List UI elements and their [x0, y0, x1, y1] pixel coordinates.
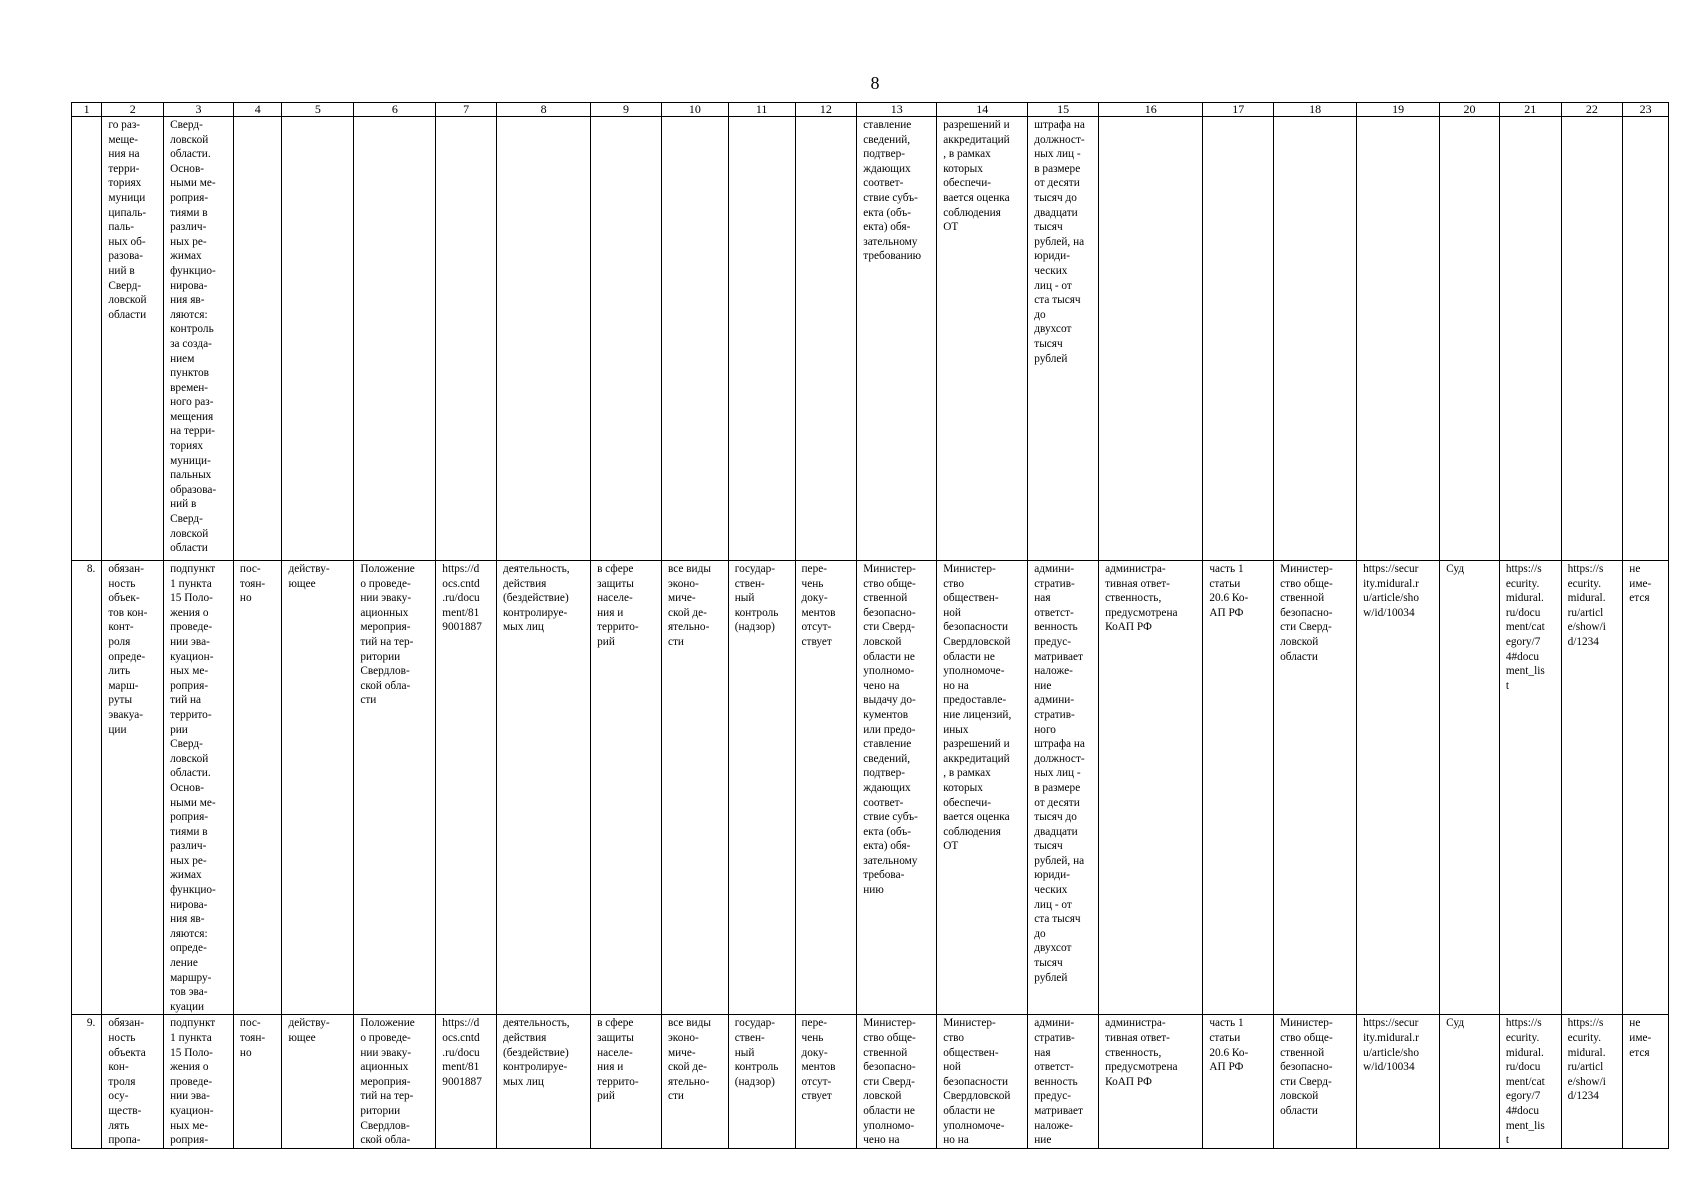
table-cell: государ- ствен- ный контроль (надзор)	[728, 1015, 795, 1148]
table-cell: подпункт 1 пункта 15 Поло- жения о проведе- нии эва- куацион- ных ме- роприя-	[164, 1015, 234, 1148]
table-cell: штрафа на должност- ных лиц - в размере от десяти тысяч до двадцати тысяч рублей, на юриди- ческих лиц - от ста тысяч до двухсот тысяч рублей	[1028, 117, 1099, 561]
table-cell	[497, 117, 591, 561]
table-cell	[591, 117, 662, 561]
column-header: 18	[1274, 103, 1357, 117]
table-cell: го раз- меще- ния на терри- ториях муници ципаль- паль- ных об- разова- ний в Сверд- ловской области	[102, 117, 164, 561]
table-cell: пере- чень доку- ментов отсут- ствует	[795, 561, 857, 1015]
table-cell: ставление сведений, подтвер- ждающих соответ- ствие субъ- екта (объ- екта) обя- зательному требованию	[857, 117, 937, 561]
link-cell[interactable]: https://secur ity.midural.r u/article/sho w/id/10034	[1357, 561, 1440, 1015]
table-cell: все виды эконо- миче- ской де- ятельно- сти	[661, 561, 728, 1015]
table-row	[72, 561, 1669, 1015]
column-header: 2	[102, 103, 164, 117]
table-cell: обязан- ность объек- тов кон- конт- роля опреде- лить марш- руты эвакуа- ции	[102, 561, 164, 1015]
table-cell: обязан- ность объекта кон- троля осу- ществ- лять пропа-	[102, 1015, 164, 1148]
table-cell: Суд	[1440, 561, 1500, 1015]
table-cell: Министер- ство обще- ственной безопасно- сти Сверд- ловской области не уполномо- чено на	[857, 1015, 937, 1148]
column-header: 6	[354, 103, 436, 117]
table-cell: не име- ется	[1623, 561, 1669, 1015]
column-header: 23	[1623, 103, 1669, 117]
column-header: 16	[1099, 103, 1203, 117]
column-header: 11	[728, 103, 795, 117]
row-number-cell: 9.	[72, 1015, 102, 1148]
column-header: 17	[1203, 103, 1274, 117]
table-cell	[1357, 117, 1440, 561]
column-number-row	[72, 103, 1669, 117]
column-header: 1	[72, 103, 102, 117]
link-cell[interactable]: https://secur ity.midural.r u/article/sho w/id/10034	[1357, 1015, 1440, 1148]
column-header: 4	[233, 103, 282, 117]
table-cell: Положение о проведе- нии эваку- ационных мероприя- тий на тер- ритории Свердлов- ской обла- сти	[354, 561, 436, 1015]
table-cell: подпункт 1 пункта 15 Поло- жения о проведе- нии эва- куацион- ных ме- роприя- тий на террито- рии Сверд- ловской области. Основ- ными ме- роприя- тиями в различ- ных ре- жимах функцио- нирова- ния яв- ляются: опреде- ление маршру- тов эва- куации	[164, 561, 234, 1015]
column-header: 20	[1440, 103, 1500, 117]
table-cell	[795, 117, 857, 561]
table-cell	[1274, 117, 1357, 561]
link-cell[interactable]: https://s ecurity. midural. ru/docu ment/cat egory/7 4#docu ment_lis t	[1499, 1015, 1561, 1148]
table-cell: Сверд- ловской области. Основ- ными ме- роприя- тиями в различ- ных ре- жимах функцио- нирова- ния яв- ляются: контроль за созда- нием пунктов времен- ного раз- мещения на терри- ториях муници- пальных образова- ний в Сверд- ловской области	[164, 117, 234, 561]
table-cell	[1099, 117, 1203, 561]
table-cell: Министер- ство обще- ственной безопасно- сти Сверд- ловской области не уполномо- чено на выдачу до- кументов или предо- ставление сведений, подтвер- ждающих соответ- ствие субъ- екта (объ- екта) обя- зательному требова- нию	[857, 561, 937, 1015]
link-cell[interactable]: https://s ecurity. midural. ru/articl e/show/i d/1234	[1561, 561, 1623, 1015]
table-cell	[1499, 117, 1561, 561]
table-row	[72, 1015, 1669, 1148]
table-cell	[1623, 117, 1669, 561]
column-header: 19	[1357, 103, 1440, 117]
table-cell	[1561, 117, 1623, 561]
table-cell: государ- ствен- ный контроль (надзор)	[728, 561, 795, 1015]
table-cell: действу- ющее	[282, 561, 354, 1015]
link-cell[interactable]: https://d ocs.cntd .ru/docu ment/81 9001887	[436, 1015, 497, 1148]
column-header: 8	[497, 103, 591, 117]
table-cell: Министер- ство обще- ственной безопасно- сти Сверд- ловской области	[1274, 561, 1357, 1015]
column-header: 9	[591, 103, 662, 117]
table-cell: в сфере защиты населе- ния и террито- рий	[591, 1015, 662, 1148]
table-cell	[728, 117, 795, 561]
table-cell: пос- тоян- но	[233, 1015, 282, 1148]
table-cell: администра- тивная ответ- ственность, предусмотрена КоАП РФ	[1099, 561, 1203, 1015]
table-cell: админи- стратив- ная ответст- венность предус- матривает наложе- ние	[1028, 1015, 1099, 1148]
table-cell: Министер- ство обществен- ной безопасности Свердловской области не уполномоче- но на	[937, 1015, 1028, 1148]
table-cell: админи- стратив- ная ответст- венность предус- матривает наложе- ние админи- стратив- ного штрафа на должност- ных лиц - в размере от десяти тысяч до двадцати тысяч рублей, на юриди- ческих лиц - от ста тысяч до двухсот тысяч рублей	[1028, 561, 1099, 1015]
table-cell: часть 1 статьи 20.6 Ко- АП РФ	[1203, 561, 1274, 1015]
column-header: 10	[661, 103, 728, 117]
column-header: 3	[164, 103, 234, 117]
table-cell	[354, 117, 436, 561]
row-number-cell	[72, 117, 102, 561]
column-header: 15	[1028, 103, 1099, 117]
table-row	[72, 117, 1669, 561]
column-header: 7	[436, 103, 497, 117]
table-cell	[1440, 117, 1500, 561]
link-cell[interactable]: https://s ecurity. midural. ru/articl e/show/i d/1234	[1561, 1015, 1623, 1148]
column-header: 21	[1499, 103, 1561, 117]
link-cell[interactable]: https://s ecurity. midural. ru/docu ment/cat egory/7 4#docu ment_lis t	[1499, 561, 1561, 1015]
table-cell: пере- чень доку- ментов отсут- ствует	[795, 1015, 857, 1148]
column-header: 22	[1561, 103, 1623, 117]
column-header: 12	[795, 103, 857, 117]
table-cell: Министер- ство обществен- ной безопасности Свердловской области не уполномоче- но на предоставле- ние лицензий, иных разрешений и аккредитаций , в рамках которых обеспечи- вается оценка соблюдения ОТ	[937, 561, 1028, 1015]
link-cell[interactable]: https://d ocs.cntd .ru/docu ment/81 9001887	[436, 561, 497, 1015]
column-header: 5	[282, 103, 354, 117]
table-cell: действу- ющее	[282, 1015, 354, 1148]
row-number-cell: 8.	[72, 561, 102, 1015]
table-cell: деятельность, действия (бездействие) контролируе- мых лиц	[497, 1015, 591, 1148]
table-cell: Положение о проведе- нии эваку- ационных мероприя- тий на тер- ритории Свердлов- ской обла-	[354, 1015, 436, 1148]
table-cell: администра- тивная ответ- ственность, предусмотрена КоАП РФ	[1099, 1015, 1203, 1148]
table-cell	[282, 117, 354, 561]
document-table	[71, 102, 1669, 1149]
table-cell	[436, 117, 497, 561]
table-cell: в сфере защиты населе- ния и террито- рий	[591, 561, 662, 1015]
table-cell: Суд	[1440, 1015, 1500, 1148]
table-cell: разрешений и аккредитаций , в рамках которых обеспечи- вается оценка соблюдения ОТ	[937, 117, 1028, 561]
table-cell: Министер- ство обще- ственной безопасно- сти Сверд- ловской области	[1274, 1015, 1357, 1148]
table-cell	[1203, 117, 1274, 561]
table-cell: часть 1 статьи 20.6 Ко- АП РФ	[1203, 1015, 1274, 1148]
column-header: 13	[857, 103, 937, 117]
column-header: 14	[937, 103, 1028, 117]
table-cell: деятельность, действия (бездействие) контролируе- мых лиц	[497, 561, 591, 1015]
table-cell: пос- тоян- но	[233, 561, 282, 1015]
page-number: 8	[870, 73, 880, 93]
table-cell	[233, 117, 282, 561]
table-cell: не име- ется	[1623, 1015, 1669, 1148]
table-cell	[661, 117, 728, 561]
table-cell: все виды эконо- миче- ской де- ятельно- сти	[661, 1015, 728, 1148]
